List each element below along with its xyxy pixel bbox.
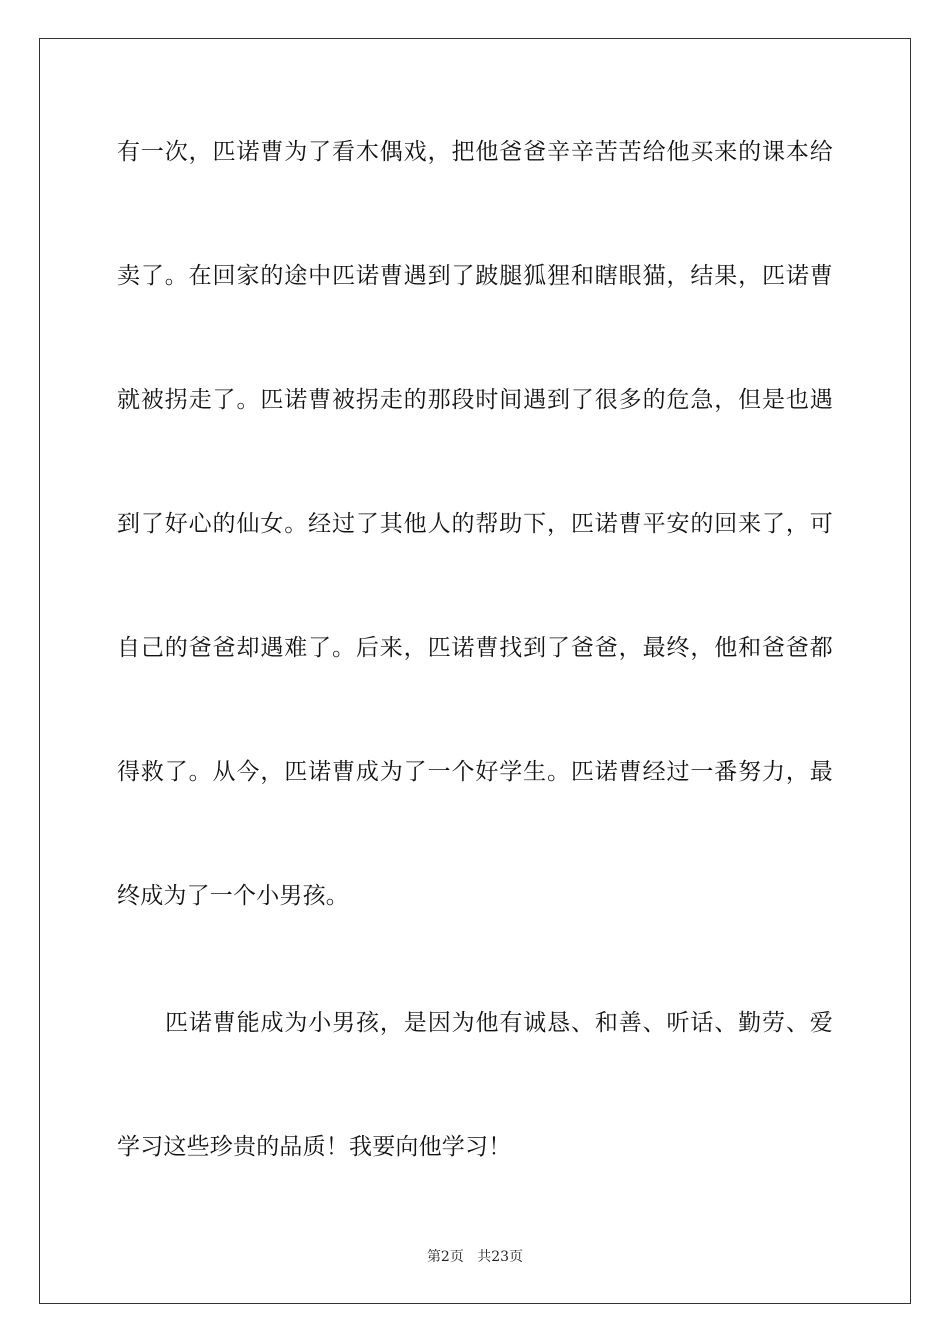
- paragraph-line-5: 自己的爸爸却遇难了。后来，匹诺曹找到了爸爸，最终，他和爸爸都: [117, 635, 833, 661]
- paragraph-line-1: 有一次，匹诺曹为了看木偶戏，把他爸爸辛辛苦苦给他买来的课本给: [117, 139, 833, 165]
- paragraph-line-6: 得救了。从今，匹诺曹成为了一个好学生。匹诺曹经过一番努力，最: [117, 759, 833, 785]
- total-pages: 共23页: [477, 1249, 524, 1265]
- paragraph-line-4: 到了好心的仙女。经过了其他人的帮助下，匹诺曹平安的回来了，可: [117, 511, 833, 537]
- page-footer: [0, 1248, 950, 1266]
- page-number: 第2页: [426, 1249, 464, 1265]
- paragraph-line-3: 就被拐走了。匹诺曹被拐走的那段时间遇到了很多的危急，但是也遇: [117, 387, 833, 413]
- page-border: [39, 38, 911, 1304]
- paragraph2-line-1: 匹诺曹能成为小男孩，是因为他有诚恳、和善、听话、勤劳、爱: [165, 1010, 833, 1036]
- paragraph-line-2: 卖了。在回家的途中匹诺曹遇到了跛腿狐狸和瞎眼猫，结果，匹诺曹: [117, 263, 833, 289]
- paragraph-line-7: 终成为了一个小男孩。: [117, 883, 349, 909]
- paragraph2-line-2: 学习这些珍贵的品质！我要向他学习！: [117, 1134, 512, 1160]
